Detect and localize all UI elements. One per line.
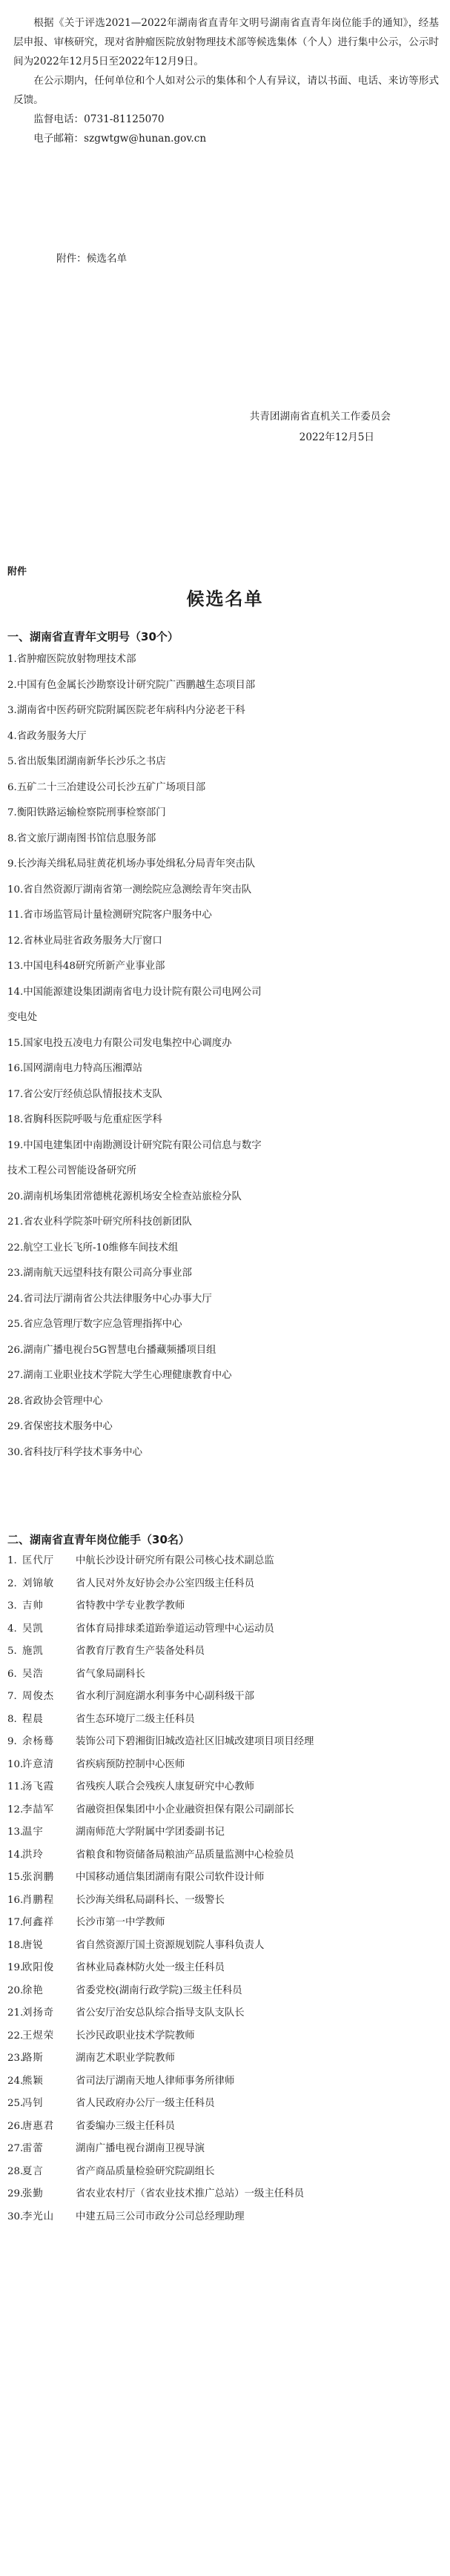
individual-unit: 省融资担保集团中小企业融资担保有限公司副部长 [76, 1804, 294, 1815]
individual-number: 10. [7, 1758, 24, 1770]
individual-number: 13. [7, 1827, 24, 1838]
individual-unit: 省农业农村厅（省农业技术推广总站）一级主任科员 [76, 2188, 304, 2199]
individual-number: 5. [7, 1646, 17, 1657]
collective-item: 15.国家电投五凌电力有限公司发电集控中心调度办 [7, 1037, 232, 1049]
individual-number: 24. [7, 2075, 24, 2087]
collective-item: 5.省出版集团湖南新华长沙乐之书店 [7, 756, 166, 767]
individual-row [7, 1821, 445, 1844]
collective-item: 技术工程公司智能设备研究所 [7, 1165, 137, 1176]
individual-number: 12. [7, 1804, 24, 1815]
collective-item: 18.省胸科医院呼吸与危重症医学科 [7, 1114, 162, 1125]
individual-name: 夏言 [22, 2165, 44, 2177]
individual-list [7, 1550, 445, 2228]
individual-unit: 长沙市第一中学教师 [76, 1917, 165, 1928]
intro-paragraph-1: 根据《关于评选2021—2022年湖南省直青年文明号湖南省直青年岗位能手的通知》，经基层申报、审核研究，现对省肿瘤医院放射物理技术部等候选集体（个人）进行集中公示，公示时间为2022年12月5日至2022年12月9日。 [13, 17, 439, 67]
signature-block [250, 406, 391, 448]
individual-number: 26. [7, 2120, 24, 2132]
individual-unit: 中建五局三公司市政分公司总经理助理 [76, 2211, 245, 2222]
collective-item: 变电处 [7, 1012, 38, 1023]
individual-unit: 省残疾人联合会残疾人康复研究中心教师 [76, 1781, 255, 1792]
individual-name: 欧阳俊 [22, 1962, 55, 1973]
individual-name: 洪玲 [22, 1849, 44, 1861]
contact-email: 电子邮箱：szgwtgw@hunan.gov.cn [33, 133, 207, 145]
section-collectives-title: 一、湖南省直青年文明号（30个） [7, 630, 179, 643]
individual-name: 王煜荣 [22, 2030, 55, 2042]
individual-name: 温宇 [22, 1827, 44, 1838]
individual-unit: 省气象局副科长 [76, 1668, 145, 1680]
annex-label: 附件 [7, 566, 27, 577]
individual-unit: 长沙民政职业技术学院教师 [76, 2030, 195, 2042]
collective-item: 27.湖南工业职业技术学院大学生心理健康教育中心 [7, 1370, 232, 1381]
individual-name: 施凯 [22, 1646, 44, 1657]
individual-number: 9. [7, 1736, 17, 1747]
individual-number: 14. [7, 1849, 24, 1861]
individual-number: 16. [7, 1894, 24, 1906]
individual-unit: 省人民政府办公厅一级主任科员 [76, 2098, 215, 2109]
individual-row [7, 1844, 445, 1867]
section-individuals-title: 二、湖南省直青年岗位能手（30名） [7, 1533, 190, 1546]
individual-row [7, 1912, 445, 1935]
collective-item: 26.湖南广播电视台5G智慧电台播藏频播项目组 [7, 1344, 216, 1356]
individual-name: 雷蕾 [22, 2143, 44, 2154]
collective-item: 8.省文旅厅湖南图书馆信息服务部 [7, 832, 156, 844]
individual-name: 吴凯 [22, 1623, 44, 1635]
individual-row [7, 1935, 445, 1958]
individual-number: 1. [7, 1555, 17, 1566]
individual-number: 2. [7, 1577, 17, 1589]
individual-name: 程晨 [22, 1713, 44, 1725]
individual-row [7, 2116, 445, 2139]
individual-row [7, 1640, 445, 1663]
individual-unit: 省水利厅洞庭湖水利事务中心副科级干部 [76, 1691, 255, 1702]
individual-unit: 省委编办三级主任科员 [76, 2120, 175, 2132]
individual-unit: 湖南艺术职业学院教师 [76, 2053, 175, 2064]
intro-paragraph-2: 在公示期内，任何单位和个人如对公示的集体和个人有异议，请以书面、电话、来访等形式反馈。 [13, 75, 439, 106]
individual-name: 李光山 [22, 2211, 55, 2222]
collective-item: 7.衡阳铁路运输检察院刑事检察部门 [7, 807, 166, 818]
collective-item: 19.中国电建集团中南勘测设计研究院有限公司信息与数字 [7, 1139, 262, 1151]
individual-number: 19. [7, 1962, 24, 1973]
individual-row [7, 2161, 445, 2184]
individual-row [7, 2138, 445, 2161]
individual-number: 3. [7, 1600, 17, 1612]
individual-number: 28. [7, 2165, 24, 2177]
individual-name: 张勤 [22, 2188, 44, 2199]
individual-row [7, 1731, 445, 1754]
individual-unit: 省疾病预防控制中心医师 [76, 1758, 185, 1770]
individual-name: 汤飞霞 [22, 1781, 55, 1792]
collective-item: 29.省保密技术服务中心 [7, 1421, 113, 1432]
collective-item: 9.长沙海关缉私局驻黄花机场办事处缉私分局青年突击队 [7, 858, 256, 870]
individual-unit: 省产商品质量检验研究院副组长 [76, 2165, 215, 2177]
collective-item: 12.省林业局驻省政务服务大厅窗口 [7, 935, 162, 947]
individual-unit: 湖南师范大学附属中学团委副书记 [76, 1827, 225, 1838]
collective-item: 23.湖南航天远望科技有限公司高分事业部 [7, 1268, 192, 1279]
individual-unit: 装饰公司下碧湘街旧城改造社区旧城改建项目项目经理 [76, 1736, 314, 1747]
collective-item: 1.省肿瘤医院放射物理技术部 [7, 654, 136, 665]
individual-unit: 省生态环境厅二级主任科员 [76, 1713, 195, 1725]
individual-row [7, 1867, 445, 1890]
individual-unit: 省委党校(湖南行政学院)三级主任科员 [76, 1984, 242, 1996]
intro-block [13, 13, 439, 148]
individual-row [7, 2093, 445, 2116]
individual-number: 21. [7, 2007, 24, 2019]
collective-item: 21.省农业科学院茶叶研究所科技创新团队 [7, 1216, 192, 1228]
individual-unit: 省粮食和物资储备局粮油产品质量监测中心检验员 [76, 1849, 294, 1861]
individual-row [7, 1890, 445, 1913]
individual-name: 张润鹏 [22, 1872, 55, 1883]
individual-unit: 长沙海关缉私局副科长、一级警长 [76, 1894, 225, 1906]
collective-item: 25.省应急管理厅数字应急管理指挥中心 [7, 1319, 182, 1330]
individual-unit: 省林业局森林防火处一级主任科员 [76, 1962, 225, 1973]
individual-unit: 中国移动通信集团湖南有限公司软件设计师 [76, 1872, 265, 1883]
individual-row [7, 1980, 445, 2003]
individual-name: 唐惠君 [22, 2120, 55, 2132]
collective-item: 6.五矿二十三冶建设公司长沙五矿广场项目部 [7, 781, 206, 793]
individual-number: 25. [7, 2098, 24, 2109]
signature-org: 共青团湖南省直机关工作委员会 [249, 411, 391, 423]
individual-name: 徐艳 [22, 1984, 44, 1996]
individual-name: 何鑫祥 [22, 1917, 55, 1928]
individual-name: 余杨蓦 [22, 1736, 55, 1747]
individual-unit: 中航长沙设计研究所有限公司核心技术副总监 [76, 1555, 274, 1566]
individual-row [7, 1595, 445, 1618]
list-title: 候选名单 [186, 588, 264, 609]
individual-row [7, 2183, 445, 2206]
individual-name: 刘锦敏 [22, 1577, 55, 1589]
individual-unit: 湖南广播电视台湖南卫视导演 [76, 2143, 205, 2154]
individual-number: 29. [7, 2188, 24, 2199]
attachment-note: 附件：候选名单 [56, 253, 128, 265]
collective-item: 13.中国电科48研究所新产业事业部 [7, 961, 165, 972]
individual-name: 吉帅 [22, 1600, 44, 1612]
individual-number: 27. [7, 2143, 24, 2154]
individual-number: 18. [7, 1939, 24, 1951]
individual-row [7, 2025, 445, 2048]
individual-row [7, 2206, 445, 2229]
supervision-phone: 监督电话：0731-81125070 [33, 113, 165, 125]
individual-name: 肖鹏程 [22, 1894, 55, 1906]
individual-unit: 省教育厅教育生产装备处科员 [76, 1646, 205, 1657]
individual-name: 许意清 [22, 1758, 55, 1770]
individual-name: 唐锐 [22, 1939, 44, 1951]
individual-number: 23. [7, 2053, 24, 2064]
individual-number: 7. [7, 1691, 17, 1702]
individual-row [7, 1573, 445, 1596]
individual-number: 30. [7, 2211, 24, 2222]
individual-row [7, 2070, 445, 2093]
individual-name: 冯钊 [22, 2098, 44, 2109]
collective-item: 17.省公安厅经侦总队情报技术支队 [7, 1088, 162, 1100]
individual-unit: 省人民对外友好协会办公室四级主任科员 [76, 1577, 255, 1589]
collective-item: 28.省政协会管理中心 [7, 1395, 103, 1407]
individual-row [7, 1776, 445, 1799]
individual-unit: 省体育局排球柔道跆拳道运动管理中心运动员 [76, 1623, 274, 1635]
individual-number: 6. [7, 1668, 17, 1680]
individual-name: 吴浩 [22, 1668, 44, 1680]
individual-row [7, 2047, 445, 2070]
individual-number: 20. [7, 1984, 24, 1996]
individual-row [7, 1709, 445, 1732]
section-individuals [7, 1532, 445, 2228]
individual-name: 周俊杰 [22, 1691, 55, 1702]
collective-item: 24.省司法厅湖南省公共法律服务中心办事大厅 [7, 1293, 212, 1305]
collective-item: 11.省市场监管局计量检测研究院客户服务中心 [7, 910, 212, 921]
individual-unit: 省司法厅湖南天地人律师事务所律师 [76, 2075, 235, 2087]
individual-number: 15. [7, 1872, 24, 1883]
individual-number: 4. [7, 1623, 17, 1635]
individual-name: 李喆军 [22, 1804, 55, 1815]
individual-row [7, 1663, 445, 1686]
collective-list [7, 647, 445, 1466]
collective-item: 3.湖南省中医药研究院附属医院老年病科内分泌老干科 [7, 705, 245, 716]
individual-number: 22. [7, 2030, 24, 2042]
individual-row [7, 1550, 445, 1573]
individual-name: 匡代厅 [22, 1555, 55, 1566]
collective-item: 22.航空工业长飞所-10维修车间技术组 [7, 1242, 179, 1254]
collective-item: 16.国网湖南电力特高压湘潭站 [7, 1063, 142, 1074]
collective-item: 10.省自然资源厅湖南省第一测绘院应急测绘青年突击队 [7, 884, 252, 895]
individual-row [7, 1799, 445, 1822]
individual-row [7, 1618, 445, 1641]
individual-number: 11. [7, 1781, 24, 1792]
individual-number: 8. [7, 1713, 17, 1725]
individual-row [7, 1957, 445, 1980]
section-collectives [7, 629, 445, 1466]
individual-name: 刘扬奇 [22, 2007, 55, 2019]
individual-name: 路斯 [22, 2053, 44, 2064]
individual-name: 熊颖 [22, 2075, 44, 2087]
signature-date: 2022年12月5日 [299, 431, 374, 443]
collective-item: 20.湖南机场集团常德桃花源机场安全检查站旅检分队 [7, 1191, 242, 1202]
individual-row [7, 2002, 445, 2025]
individual-row [7, 1754, 445, 1777]
individual-row [7, 1686, 445, 1709]
individual-unit: 省公安厅治安总队综合指导支队支队长 [76, 2007, 245, 2019]
individual-number: 17. [7, 1917, 24, 1928]
individual-unit: 省特教中学专业教学教师 [76, 1600, 185, 1612]
collective-item: 30.省科技厅科学技术事务中心 [7, 1446, 142, 1458]
individual-unit: 省自然资源厅国土资源规划院人事科负责人 [76, 1939, 265, 1951]
collective-item: 14.中国能源建设集团湖南省电力设计院有限公司电网公司 [7, 986, 262, 998]
collective-item: 2.中国有色金属长沙勘察设计研究院广西鹏越生态项目部 [7, 679, 256, 691]
collective-item: 4.省政务服务大厅 [7, 730, 87, 742]
